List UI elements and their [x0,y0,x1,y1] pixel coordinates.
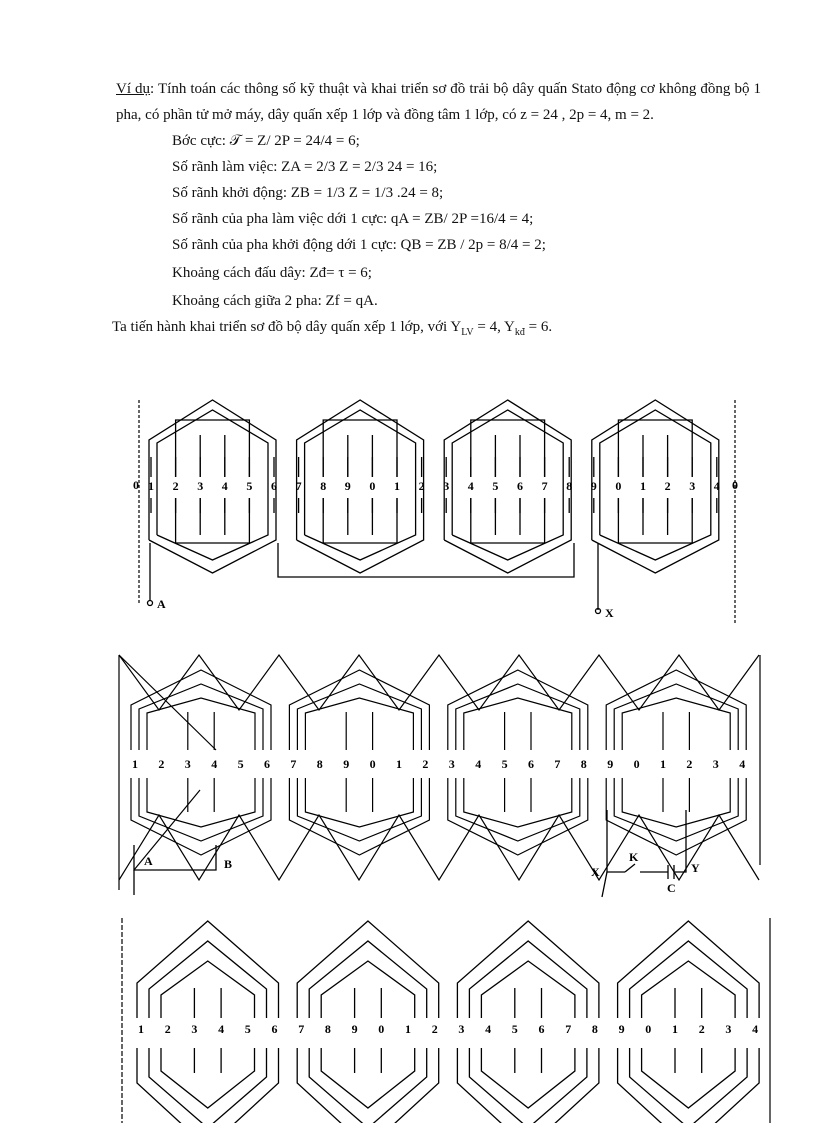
slot-label-19: 9 [618,1022,625,1036]
slot-label-18: 8 [591,1022,598,1036]
coil-bottom-2-2 [297,778,421,841]
intro-paragraph [116,76,761,128]
example-lead: Ví dụ [116,81,151,97]
coil-top-3-2 [469,941,587,1018]
summary-line [112,314,761,346]
summary-prefix: Ta tiến hành khai triển sơ đồ bộ dây quấn xếp 1 lớp, với Y [112,319,462,335]
slot-label-12: 2 [422,757,429,771]
slot-label-22: 2 [698,1022,705,1036]
diagram-2-svg [0,650,816,900]
coil-bottom-1-3 [147,778,255,827]
edge-label-right: 0 [732,478,738,492]
slot-label-22: 2 [686,757,693,771]
coil-bottom-3-2 [469,1048,587,1123]
coil-outer-2 [297,400,424,573]
coil-top-3-1 [457,921,599,1018]
starting-slots-line: Số rãnh khởi động: ZB = 1/3 Z = 1/3 .24 = 8; [172,185,444,201]
coil-bottom-4-3 [622,778,730,827]
capacitor-c-label: C [667,881,676,895]
coil-top-1-2 [149,941,267,1018]
slot-label-12: 2 [431,1022,438,1036]
slot-label-18: 8 [580,757,587,771]
slot-label-20: 0 [633,757,640,771]
diagram-3-svg [0,913,816,1123]
slot-label-11: 1 [405,1022,411,1036]
coil-bottom-3-2 [456,778,580,841]
coil-top-4-2 [614,684,738,750]
coil-top-4-2 [630,941,748,1018]
slot-label-23: 3 [725,1022,732,1036]
slot-label-21: 1 [640,479,646,493]
terminal-x-label: X [605,606,614,620]
coil-bottom-4-1 [606,778,746,855]
slot-label-4: 4 [211,757,218,771]
slot-label-4: 4 [218,1022,225,1036]
slot-label-9: 9 [351,1022,358,1036]
slot-label-6: 6 [271,1022,278,1036]
slot-label-15: 5 [501,757,508,771]
slot-label-23: 3 [689,479,696,493]
slot-label-2: 2 [158,757,165,771]
slot-label-2: 2 [172,479,179,493]
edge-label-left: 0 [133,478,139,492]
coil-top-4-3 [642,961,736,1018]
coil-bottom-2-2 [309,1048,427,1123]
slot-label-3: 3 [184,757,191,771]
working-phase-slots-line: Số rãnh của pha làm việc dới 1 cực: qA = ZB/ 2P =16/4 = 4; [172,211,534,227]
coil-top-2-1 [289,670,429,750]
slot-label-14: 4 [475,757,482,771]
slot-label-7: 7 [295,479,302,493]
coil-inner-box-top [618,420,692,477]
coil-top-4-1 [606,670,746,750]
coil-bottom-1-1 [131,778,271,855]
coil-outer-4 [592,400,719,573]
coil-top-1-2 [139,684,263,750]
terminal-y-label: Y [691,861,700,875]
starting-phase-slots-line: Số rãnh của pha khởi động dới 1 cực: QB = ZB / 2p = 8/4 = 2; [172,237,546,253]
slot-label-8: 8 [316,757,323,771]
coil-inner-box-bottom [618,498,692,543]
slot-label-12: 2 [418,479,425,493]
winding-diagram-1 [0,395,816,630]
slot-label-18: 8 [566,479,573,493]
slot-label-13: 3 [458,1022,465,1036]
slot-label-10: 0 [378,1022,385,1036]
coil-bottom-1-2 [139,778,263,841]
slot-label-19: 9 [590,479,597,493]
pole-pitch-line: Bớc cực: 𝒯 = Z/ 2P = 24/4 = 6; [172,133,360,149]
coil-top-3-1 [448,670,588,750]
coil-top-1-3 [161,961,255,1018]
coil-top-1-3 [147,698,255,750]
slot-label-21: 1 [660,757,666,771]
summary-suffix: = 6. [524,319,553,335]
diagram-1-svg [0,395,816,630]
slot-label-5: 5 [246,479,253,493]
slot-label-7: 7 [298,1022,305,1036]
slot-label-17: 7 [565,1022,572,1036]
coil-top-4-1 [618,921,760,1018]
slot-label-1: 1 [148,479,154,493]
coil-top-1-1 [137,921,279,1018]
summary-mid: = 4, Y [473,319,515,335]
coil-outer-1 [149,400,276,573]
slot-label-17: 7 [541,479,548,493]
slot-label-5: 5 [237,757,244,771]
slot-label-6: 6 [271,479,277,493]
slot-label-17: 7 [554,757,561,771]
slot-label-19: 9 [607,757,614,771]
slot-label-20: 0 [615,479,622,493]
summary-sub-kd: kđ [514,327,525,338]
working-slots-line: Số rãnh làm việc: ZA = 2/3 Z = 2/3 24 = 16; [172,159,438,175]
slot-label-13: 3 [443,479,450,493]
coil-inner-box-top [323,420,397,477]
coil-inner-box-bottom [471,498,545,543]
slot-label-20: 0 [645,1022,652,1036]
coil-top-2-3 [321,961,415,1018]
slot-label-10: 0 [369,479,376,493]
slot-label-3: 3 [191,1022,198,1036]
terminal-a-dot [148,601,153,606]
slot-label-5: 5 [244,1022,251,1036]
intro-body: : Tính toán các thông số kỹ thuật và khai triển sơ đồ trải bộ dây quấn Stato động cơ không đồng bộ 1 pha, có phần tử mở máy, dây quấn xếp 1 lớp và đồng tâm 1 lớp, có z = 24 , 2p = 4, m = 2. [116,81,761,123]
coil-top-2-2 [297,684,421,750]
text-block [112,76,761,346]
coil-inner-box-top [176,420,250,477]
slot-label-24: 4 [713,479,720,493]
coil-bottom-4-2 [630,1048,748,1123]
coil-bottom-1-2 [149,1048,267,1123]
cross-wire [119,655,216,750]
slot-label-22: 2 [664,479,671,493]
coil-bottom-3-1 [448,778,588,855]
slot-label-16: 6 [517,479,523,493]
slot-label-11: 1 [394,479,400,493]
slot-label-2: 2 [164,1022,171,1036]
switch-k-label: K [629,850,639,864]
coil-inner-box-bottom [323,498,397,543]
phase-distance-line: Khoảng cách giữa 2 pha: Zf = qA. [172,293,378,309]
slot-label-3: 3 [197,479,204,493]
slot-label-15: 5 [511,1022,518,1036]
coil-top-2-2 [309,941,427,1018]
slot-label-10: 0 [369,757,376,771]
slot-label-16: 6 [538,1022,545,1036]
slot-label-4: 4 [221,479,228,493]
jumper-wire [278,543,574,577]
slot-label-7: 7 [290,757,297,771]
terminal-a-label: A [144,854,153,868]
coil-outer-3 [444,400,571,573]
slot-label-8: 8 [320,479,327,493]
slot-label-1: 1 [132,757,138,771]
switch-k [625,864,635,872]
coil-bottom-4-2 [614,778,738,841]
coil-top-3-2 [456,684,580,750]
coil-inner-box-top [471,420,545,477]
slot-label-21: 1 [672,1022,678,1036]
winding-diagram-2 [0,650,816,900]
terminal-b-label: B [224,857,233,871]
slot-label-6: 6 [264,757,270,771]
slot-label-8: 8 [324,1022,331,1036]
slot-label-14: 4 [485,1022,492,1036]
slot-label-15: 5 [492,479,499,493]
slot-label-9: 9 [343,757,350,771]
slot-label-11: 1 [396,757,402,771]
coil-top-4-3 [622,698,730,750]
lead-x-down [602,872,607,897]
terminal-x-label: X [591,865,600,879]
summary-sub-lv: LV [461,327,474,338]
slot-label-9: 9 [344,479,351,493]
slot-label-1: 1 [138,1022,144,1036]
coil-bottom-2-1 [289,778,429,855]
slot-label-16: 6 [528,757,534,771]
slot-label-24: 4 [752,1022,759,1036]
terminal-a-label: A [157,597,166,611]
connection-distance-line: Khoảng cách đấu dây: Zđ= τ = 6; [172,265,372,281]
slot-label-24: 4 [739,757,746,771]
coil-top-3-3 [481,961,575,1018]
coil-top-1-1 [131,670,271,750]
slot-label-13: 3 [448,757,455,771]
slot-label-14: 4 [467,479,474,493]
winding-diagram-3 [0,913,816,1123]
slot-label-23: 3 [712,757,719,771]
coil-top-2-1 [297,921,439,1018]
coil-inner-box-bottom [176,498,250,543]
